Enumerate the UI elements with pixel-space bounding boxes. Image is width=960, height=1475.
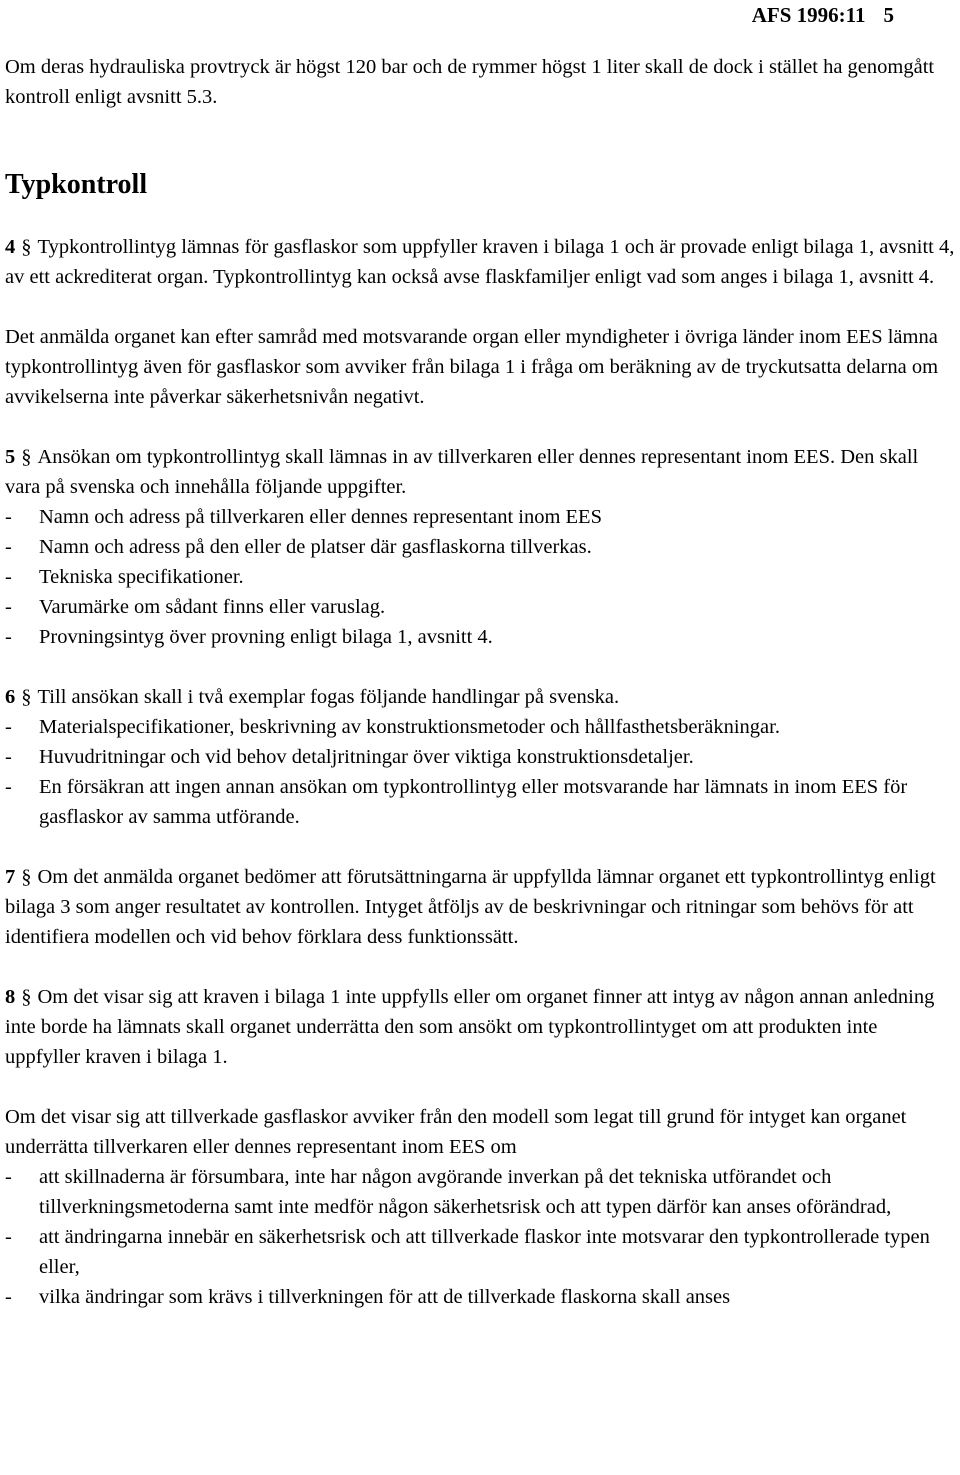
paragraph-sign: § <box>21 686 32 708</box>
section-7-text: Om det anmälda organet bedömer att förutsättningarna är uppfyllda lämnar organet ett typkontrollintyg enligt bilaga 3 som anger resultatet av kontrollen. Intyget åtföljs av de beskrivningar och ritningar som behövs för att identifiera modellen och vid behov förklara dess funktionssätt. <box>5 866 936 948</box>
section-4 <box>5 232 955 292</box>
section-heading: Typkontroll <box>5 169 148 200</box>
section-6-number: 6 <box>5 686 16 708</box>
list-dash: - <box>5 506 12 528</box>
list-item: - En försäkran att ingen annan ansökan om typkontrollintyg eller motsvarande har lämnats in inom EES för gasflaskor av samma utförande. <box>5 772 955 832</box>
section-5-text: Ansökan om typkontrollintyg skall lämnas in av tillverkaren eller dennes representant inom EES. Den skall vara på svenska och innehålla följande uppgifter. <box>5 446 919 498</box>
list-item: - Materialspecifikationer, beskrivning av konstruktionsmetoder och hållfasthetsberäkningar. <box>5 712 955 742</box>
document-body <box>5 52 955 1312</box>
section-4-paragraph-2: Det anmälda organet kan efter samråd med motsvarande organ eller myndigheter i övriga länder inom EES lämna typkontrollintyg även för gasflaskor som avviker från bilaga 1 i fråga om beräkning av de tryckutsatta delarna om avvikelserna inte påverkar säkerhetsnivån negativt. <box>5 326 939 408</box>
list-dash: - <box>5 1226 12 1248</box>
section-8 <box>5 982 955 1072</box>
section-5 <box>5 442 955 502</box>
list-dash: - <box>5 536 12 558</box>
section-7 <box>5 862 955 952</box>
section-4-text: Typkontrollintyg lämnas för gasflaskor som uppfyller kraven i bilaga 1 och är provade enligt bilaga 1, avsnitt 4, av ett ackrediterat organ. Typkontrollintyg kan också avse flaskfamiljer enligt vad som anges i bilaga 1, avsnitt 4. <box>5 236 955 288</box>
list-dash: - <box>5 1286 12 1308</box>
list-item: - att ändringarna innebär en säkerhetsrisk och att tillverkade flaskor inte motsvarar den typkontrollerade typen eller, <box>5 1222 955 1282</box>
section-8-list <box>5 1162 955 1312</box>
list-item: - Varumärke om sådant finns eller varuslag. <box>5 592 955 622</box>
list-item: - Namn och adress på tillverkaren eller dennes representant inom EES <box>5 502 955 532</box>
page-header <box>752 0 894 30</box>
section-6-text: Till ansökan skall i två exemplar fogas följande handlingar på svenska. <box>37 686 620 708</box>
paragraph-sign: § <box>21 986 32 1008</box>
section-5-number: 5 <box>5 446 16 468</box>
section-7-number: 7 <box>5 866 16 888</box>
paragraph-sign: § <box>21 866 32 888</box>
document-id: AFS 1996:11 <box>751 3 866 27</box>
section-6 <box>5 682 955 712</box>
section-8-number: 8 <box>5 986 16 1008</box>
list-dash: - <box>5 716 12 738</box>
list-item: - Provningsintyg över provning enligt bilaga 1, avsnitt 4. <box>5 622 955 652</box>
list-item: - Namn och adress på den eller de platser där gasflaskorna tillverkas. <box>5 532 955 562</box>
page-number: 5 <box>883 3 894 27</box>
section-8-text: Om det visar sig att kraven i bilaga 1 inte uppfylls eller om organet finner att intyg av någon annan anledning inte borde ha lämnats skall organet underrätta den som ansökt om typkontrollintyget om att produkten inte uppfyller kraven i bilaga 1. <box>5 986 935 1068</box>
list-dash: - <box>5 776 12 798</box>
list-item: - Tekniska specifikationer. <box>5 562 955 592</box>
list-dash: - <box>5 596 12 618</box>
list-dash: - <box>5 626 12 648</box>
section-6-list <box>5 712 955 832</box>
list-dash: - <box>5 1166 12 1188</box>
list-item: - Huvudritningar och vid behov detaljritningar över viktiga konstruktionsdetaljer. <box>5 742 955 772</box>
section-8-paragraph-2: Om det visar sig att tillverkade gasflaskor avviker från den modell som legat till grund för intyget kan organet underrätta tillverkaren eller dennes representant inom EES om <box>5 1106 907 1158</box>
paragraph-sign: § <box>21 446 32 468</box>
list-item: - vilka ändringar som krävs i tillverkningen för att de tillverkade flaskorna skall anses <box>5 1282 955 1312</box>
intro-paragraph: Om deras hydrauliska provtryck är högst 120 bar och de rymmer högst 1 liter skall de dock i stället ha genomgått kontroll enligt avsnitt 5.3. <box>5 56 935 108</box>
list-dash: - <box>5 566 12 588</box>
paragraph-sign: § <box>21 236 32 258</box>
section-4-number: 4 <box>5 236 16 258</box>
section-5-list <box>5 502 955 652</box>
list-dash: - <box>5 746 12 768</box>
list-item: - att skillnaderna är försumbara, inte har någon avgörande inverkan på det tekniska utförandet och tillverkningsmetoderna samt inte medför någon säkerhetsrisk och att typen därför kan anses oförändrad, <box>5 1162 955 1222</box>
